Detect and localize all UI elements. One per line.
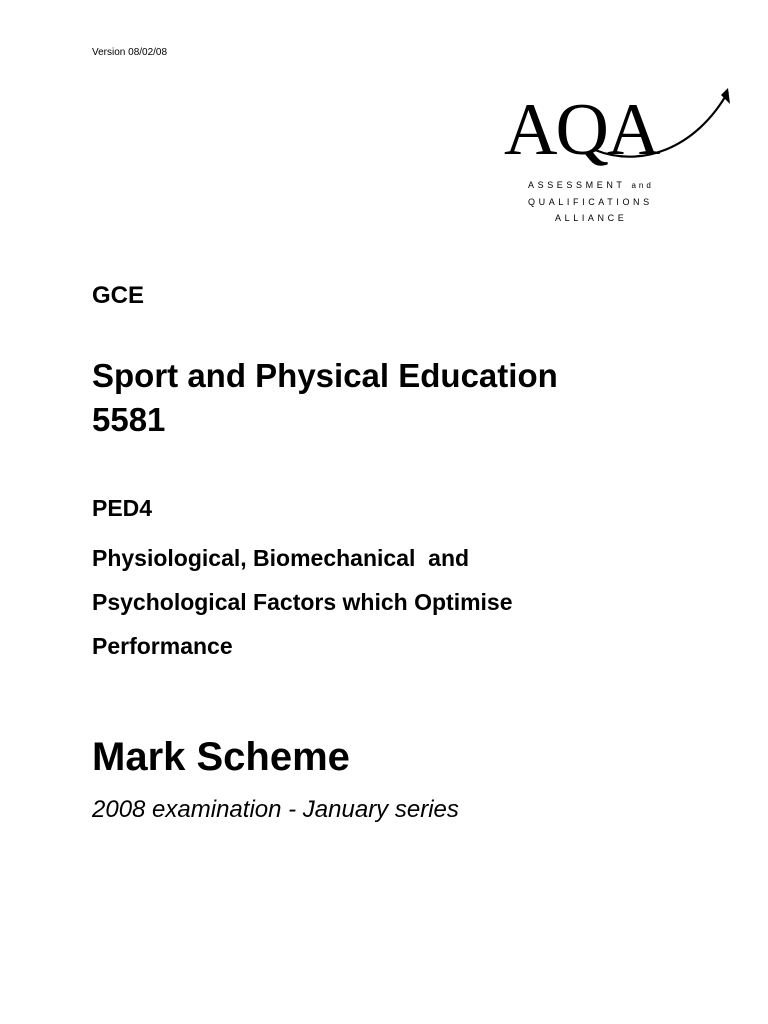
exam-series: 2008 examination - January series bbox=[92, 796, 459, 823]
unit-code: PED4 bbox=[92, 495, 153, 521]
subject-title-line1: Sport and Physical Education bbox=[92, 357, 558, 394]
logo-tagline bbox=[500, 177, 760, 226]
subject-code: 5581 bbox=[92, 401, 166, 438]
unit-title bbox=[92, 536, 732, 668]
unit-title-line3: Performance bbox=[92, 633, 233, 659]
aqa-logo bbox=[500, 80, 740, 230]
tagline-alliance: ALLIANCE bbox=[555, 213, 628, 223]
logo-wordmark: AQA bbox=[504, 89, 659, 171]
tagline-assessment: ASSESSMENT bbox=[528, 180, 626, 190]
version-label: Version 08/02/08 bbox=[92, 47, 168, 58]
document-type-heading: Mark Scheme bbox=[92, 735, 350, 779]
swoosh-arrow-icon bbox=[500, 80, 740, 180]
qualification-label: GCE bbox=[92, 282, 145, 309]
unit-title-line2: Psychological Factors which Optimise bbox=[92, 589, 513, 615]
unit-title-line1: Physiological, Biomechanical and bbox=[92, 545, 470, 571]
tagline-qualifications: QUALIFICATIONS bbox=[528, 197, 653, 207]
subject-title bbox=[92, 354, 732, 442]
tagline-and: and bbox=[631, 181, 654, 190]
